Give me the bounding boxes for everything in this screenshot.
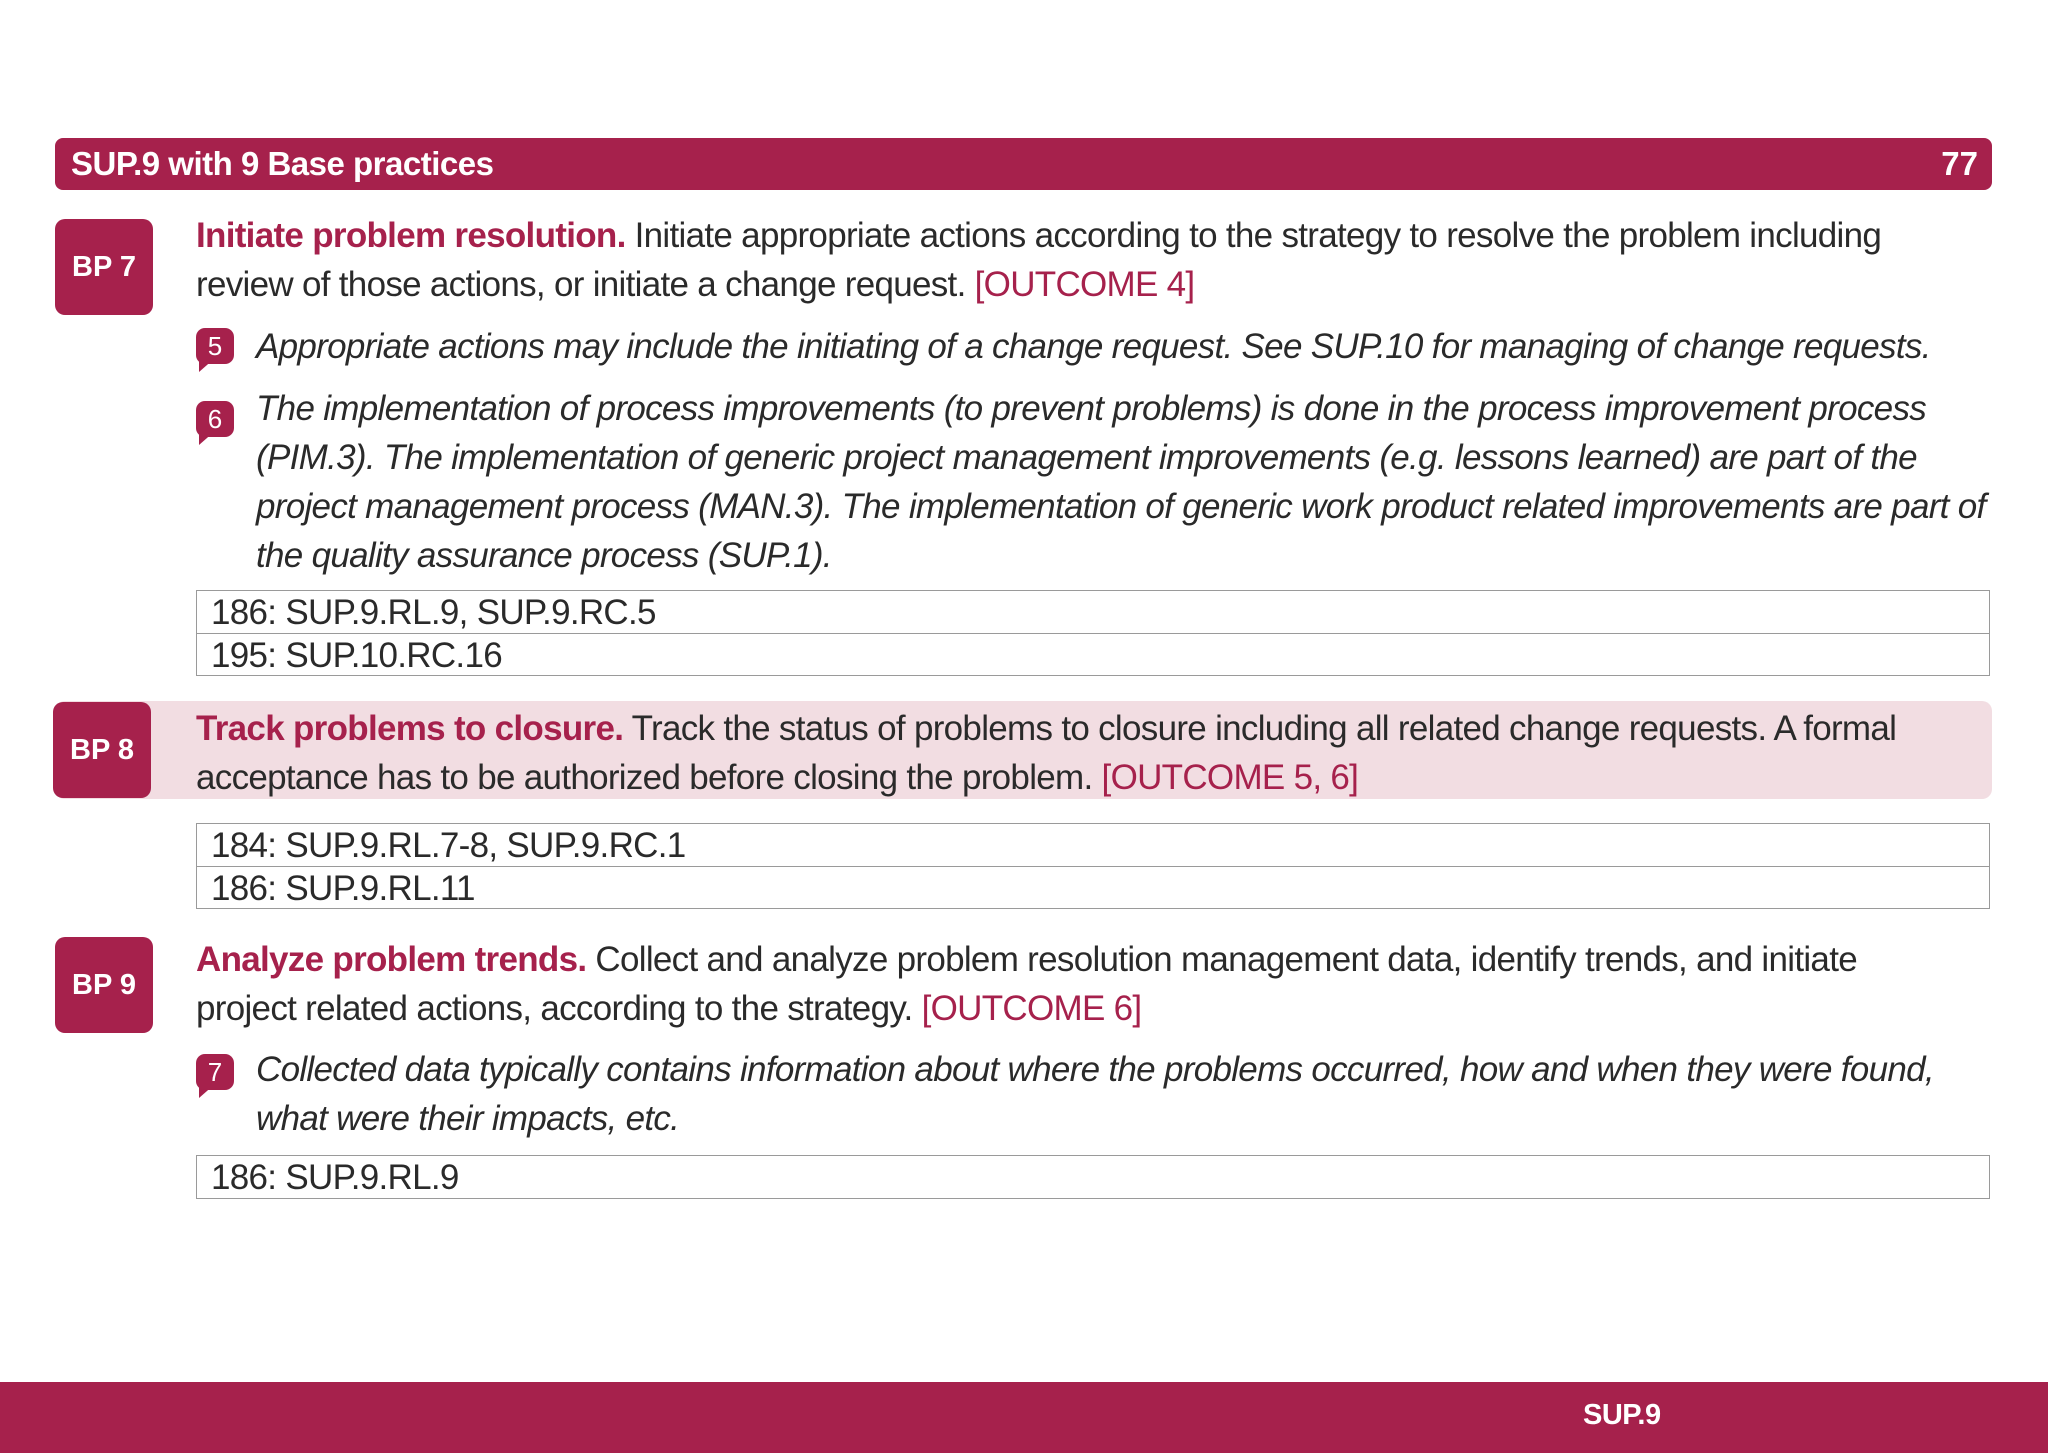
section-title: SUP.9 with 9 Base practices (71, 145, 494, 182)
note-5-text: Appropriate actions may include the initiating of a change request. See SUP.10 for managing of change requests. (256, 327, 1931, 366)
reference-row: 184: SUP.9.RL.7-8, SUP.9.RC.1 (211, 826, 686, 865)
note-6-text: The implementation of process improvements (to prevent problems) is done in the process improvement process (PIM.3). The implementation of generic project management improvements (e.g. lessons learned) are part of the project management process (MAN.3). The implementation of generic work product related improvements are part of the quality assurance process (SUP.1). (256, 389, 1986, 575)
footer-bar (0, 1382, 2048, 1453)
bp7-outcome: [OUTCOME 4] (974, 265, 1195, 304)
note-marker-icon: 6 (196, 401, 234, 441)
bp9-outcome: [OUTCOME 6] (921, 989, 1142, 1028)
bp7-text: Initiate appropriate actions according to the strategy to resolve the problem including review of those actions, or initiate a change request. (196, 216, 1882, 304)
bp7-description (196, 211, 1966, 309)
bp7-title: Initiate problem resolution. (196, 216, 626, 255)
note-7-text: Collected data typically contains information about where the problems occurred, how and when they were found, what were their impacts, etc. (256, 1050, 1934, 1138)
footer-label: SUP.9 (1583, 1399, 1661, 1431)
bp8-title: Track problems to closure. (196, 709, 624, 748)
bp8-badge: BP 8 (53, 702, 151, 798)
bp9-badge: BP 9 (55, 937, 153, 1033)
bp9-reference-table (196, 1155, 1990, 1199)
reference-row: 186: SUP.9.RL.9, SUP.9.RC.5 (211, 593, 656, 632)
reference-row: 195: SUP.10.RC.16 (197, 633, 1989, 675)
note-marker-icon: 7 (196, 1054, 234, 1094)
bp8-outcome: [OUTCOME 5, 6] (1101, 758, 1359, 797)
section-header (55, 138, 1992, 190)
bp8-text: Track the status of problems to closure including all related change requests. A formal acceptance has to be authorized before closing the problem. (196, 709, 1897, 797)
bp8-reference-table (196, 823, 1990, 909)
bp9-description (196, 935, 1966, 1033)
page-number: 77 (1941, 145, 1978, 182)
reference-row: 186: SUP.9.RL.11 (197, 866, 1989, 908)
bp9-title: Analyze problem trends. (196, 940, 587, 979)
bp8-description (196, 704, 1966, 802)
bp7-reference-table (196, 590, 1990, 676)
note-marker-icon: 5 (196, 328, 234, 368)
bp9-text: Collect and analyze problem resolution management data, identify trends, and initiate project related actions, according to the strategy. (196, 940, 1857, 1028)
reference-row: 186: SUP.9.RL.9 (211, 1158, 459, 1197)
bp7-badge: BP 7 (55, 219, 153, 315)
